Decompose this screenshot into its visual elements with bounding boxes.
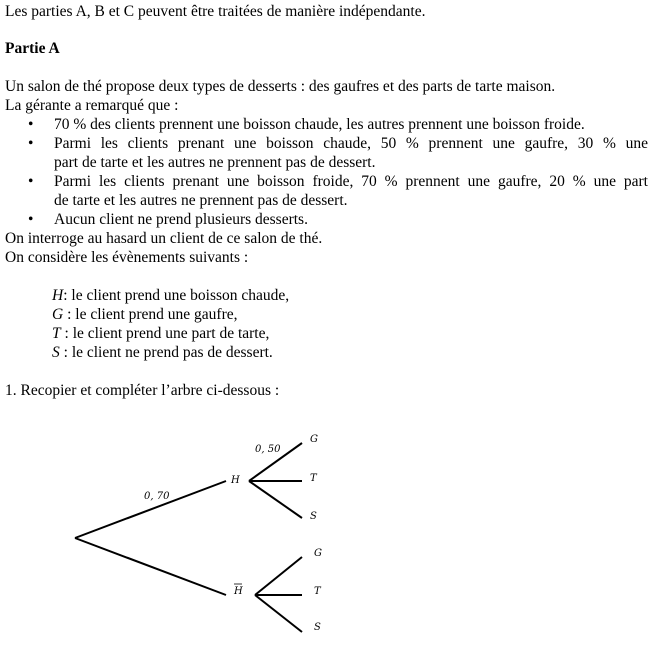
paragraph-3: On interroge au hasard un client de ce salon de thé.: [5, 230, 323, 247]
paragraph-4: On considère les évènements suivants :: [5, 249, 249, 266]
paragraph-2: La gérante a remarqué que :: [5, 97, 179, 114]
bullet-text: Parmi les clients prenant une boisson froide, 70 % prennent une gaufre, 20 % une part: [54, 173, 648, 190]
branch-root-H: [75, 481, 226, 538]
bullet-text: de tarte et les autres ne prennent pas de dessert.: [54, 192, 348, 209]
bullet-text: Parmi les clients prenant une boisson chaude, 50 % prennent une gaufre, 30 % une: [54, 135, 648, 152]
intro-text: Les parties A, B et C peuvent être traitées de manière indépendante.: [5, 3, 426, 20]
bullet-icon: •: [28, 211, 34, 228]
bullet-icon: •: [28, 116, 34, 133]
node-label-G: G: [314, 548, 322, 559]
event-definition: G : le client prend une gaufre,: [52, 306, 238, 323]
node-label-S: S: [314, 622, 321, 633]
bullet-text: part de tarte et les autres ne prennent pas de dessert.: [54, 154, 376, 171]
event-symbol: G: [52, 306, 64, 323]
bullet-text: Aucun client ne prend plusieurs desserts.: [54, 211, 308, 228]
branch-H-S: [249, 481, 302, 518]
node-label-T: T: [310, 473, 317, 484]
event-definition: S : le client ne prend pas de dessert.: [52, 344, 273, 361]
event-definition: H: le client prend une boisson chaude,: [52, 287, 290, 304]
node-label-Hbar: H: [234, 586, 243, 597]
event-symbol: T: [52, 325, 61, 342]
question-1: 1. Recopier et compléter l’arbre ci-dessous :: [5, 382, 280, 399]
event-symbol: S: [52, 344, 60, 361]
bullet-icon: •: [28, 135, 34, 152]
event-symbol: H: [52, 287, 64, 304]
node-label-S: S: [310, 511, 317, 522]
node-label-H: H: [231, 475, 240, 486]
branch-Hbar-S: [255, 595, 302, 632]
node-label-G: G: [310, 434, 318, 445]
bullet-icon: •: [28, 173, 34, 190]
part-title: Partie A: [5, 40, 60, 57]
event-definition: T : le client prend une part de tarte,: [52, 325, 270, 342]
branch-root-Hbar: [75, 538, 226, 595]
paragraph-1: Un salon de thé propose deux types de desserts : des gaufres et des parts de tarte maison.: [5, 78, 556, 95]
node-label-T: T: [314, 586, 321, 597]
probability-label: 0, 70: [144, 491, 170, 502]
branch-Hbar-G: [255, 557, 302, 595]
probability-label: 0, 50: [255, 444, 281, 455]
bullet-text: 70 % des clients prennent une boisson chaude, les autres prennent une boisson froide.: [54, 116, 585, 133]
